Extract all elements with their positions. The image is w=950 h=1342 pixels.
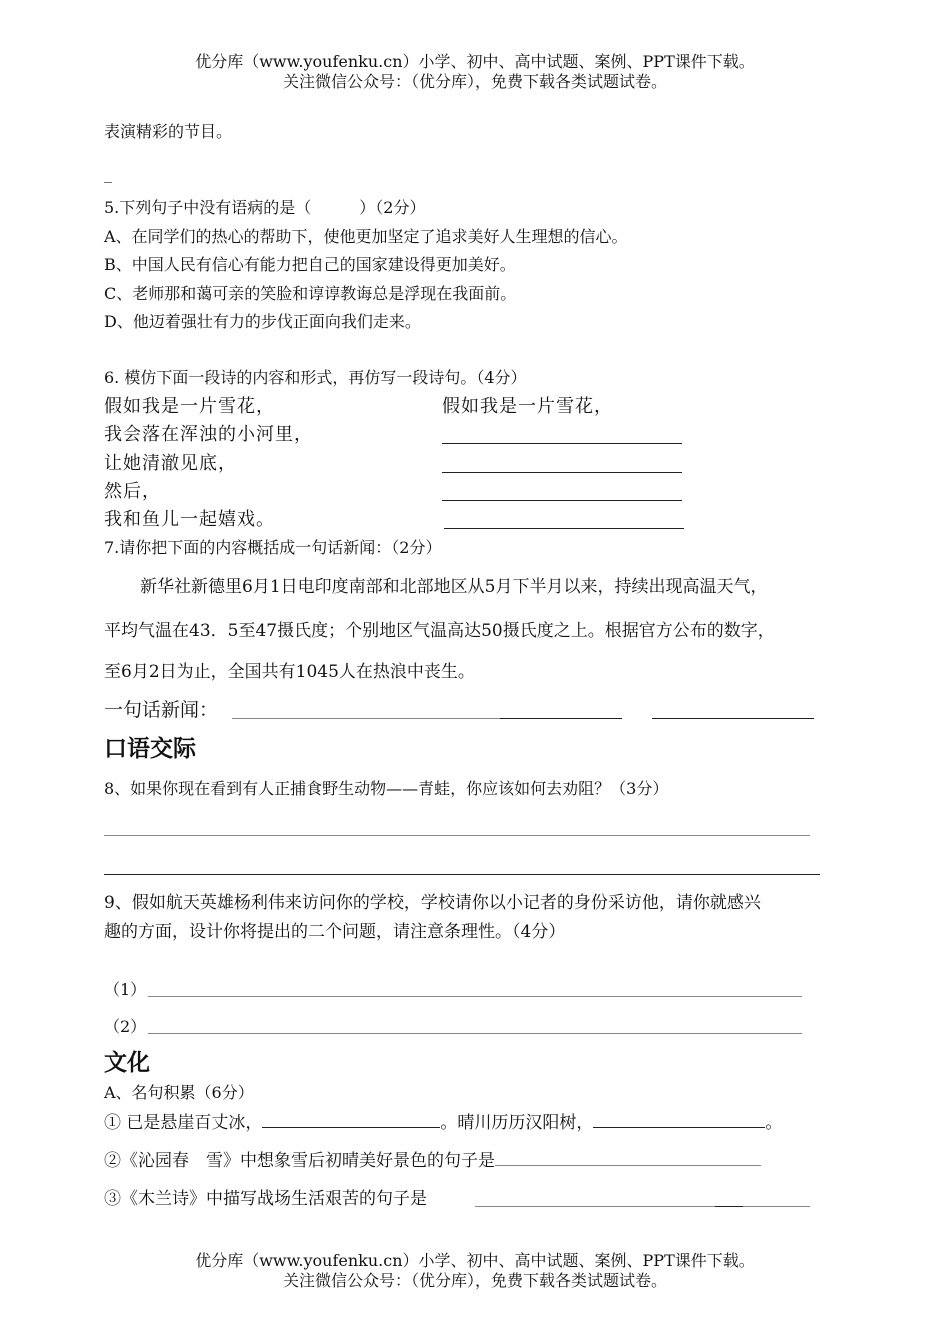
header-line-2: 关注微信公众号：（优分库），免费下载各类试题试卷。 [282, 72, 667, 91]
q5-title: 5.下列句子中没有语病的是（ ）（2分） [104, 198, 426, 217]
q5-option-c: C、老师那和蔼可亲的笑脸和谆谆教诲总是浮现在我面前。 [104, 284, 517, 303]
qa-line-1-part-c: 。 [765, 1113, 783, 1133]
qa-line-1-part-b: 。晴川历历汉阳树， [440, 1113, 594, 1133]
qa-title: A、名句积累（6分） [104, 1083, 254, 1102]
qa-blank-1[interactable] [262, 1113, 440, 1128]
q9-title-line-1: 9、假如航天英雄杨利伟来访问你的学校，学校请你以小记者的身份采访他，请你就感兴 [104, 893, 761, 913]
q8-title: 8、如果你现在看到有人正捕食野生动物——青蛙，你应该如何去劝阻？（3分） [104, 779, 669, 798]
qa-line-3 [104, 1187, 427, 1211]
imitation-blank-3[interactable] [442, 500, 682, 501]
qa-line-1 [104, 1111, 782, 1135]
qa-blank-4c[interactable] [743, 1206, 810, 1207]
qa-line-2 [104, 1149, 761, 1173]
q8-answer-line-2[interactable] [104, 874, 820, 875]
poem-line-4: 然后， [104, 481, 161, 502]
q9-item-1-label: （1） [104, 980, 147, 999]
q5-option-d: D、他迈着强壮有力的步伐正面向我们走来。 [104, 312, 421, 331]
imitation-blank-2[interactable] [442, 472, 682, 473]
q7-answer-label: 一句话新闻： [104, 699, 219, 721]
q7-answer-blank-b[interactable] [500, 718, 622, 719]
footer-line-1: 优分库（www.youfenku.cn）小学、初中、高中试题、案例、PPT课件下载。 [195, 1251, 755, 1270]
q5-option-b: B、中国人民有信心有能力把自己的国家建设得更加美好。 [104, 255, 516, 274]
poem-line-3: 让她清澈见底， [104, 453, 237, 474]
qa-blank-2[interactable] [593, 1113, 765, 1128]
qa-line-2-text: ②《沁园春 雪》中想象雪后初晴美好景色的句子是 [104, 1151, 495, 1171]
q7-title: 7.请你把下面的内容概括成一句话新闻：（2分） [104, 538, 442, 557]
imitation-blank-4[interactable] [444, 528, 684, 529]
qa-blank-4a[interactable] [475, 1206, 715, 1207]
imitation-first-line: 假如我是一片雪花， [442, 396, 613, 417]
q9-item-2-blank[interactable] [148, 1033, 802, 1034]
q7-para-line-1: 新华社新德里6月1日电印度南部和北部地区从5月下半月以来，持续出现高温天气， [140, 577, 768, 597]
q9-item-2-label: （2） [104, 1017, 147, 1036]
q5-option-a: A、在同学们的热心的帮助下，使他更加坚定了追求美好人生理想的信心。 [104, 227, 628, 246]
poem-line-1: 假如我是一片雪花， [104, 396, 275, 417]
q7-answer-blank-a[interactable] [232, 718, 500, 719]
intro-dash: _ [104, 164, 112, 183]
poem-line-2: 我会落在浑浊的小河里， [104, 424, 313, 445]
qa-line-1-part-a: ① 已是悬崖百丈冰， [104, 1113, 263, 1133]
qa-blank-4b[interactable] [715, 1206, 743, 1207]
q7-para-line-3: 至6月2日为止，全国共有1045人在热浪中丧生。 [104, 662, 475, 682]
footer-line-2: 关注微信公众号：（优分库），免费下载各类试题试卷。 [282, 1271, 667, 1290]
qa-blank-3[interactable] [495, 1151, 761, 1166]
q9-title-line-2: 趣的方面，设计你将提出的二个问题，请注意条理性。（4分） [104, 922, 566, 942]
imitation-blank-1[interactable] [442, 443, 682, 444]
q7-answer-blank-c[interactable] [652, 718, 814, 719]
section-oral-title: 口语交际 [104, 736, 196, 762]
qa-line-3-text: ③《木兰诗》中描写战场生活艰苦的句子是 [104, 1189, 427, 1209]
q9-item-1-blank[interactable] [148, 996, 802, 997]
q8-answer-line-1[interactable] [104, 835, 810, 836]
q6-title: 6. 模仿下面一段诗的内容和形式，再仿写一段诗句。（4分） [104, 368, 527, 387]
header-line-1: 优分库（www.youfenku.cn）小学、初中、高中试题、案例、PPT课件下载。 [195, 52, 755, 71]
poem-line-5: 我和鱼儿一起嬉戏。 [104, 509, 275, 530]
q7-para-line-2: 平均气温在43．5至47摄氏度；个别地区气温高达50摄氏度之上。根据官方公布的数字， [104, 621, 775, 641]
section-culture-title: 文化 [104, 1050, 150, 1076]
intro-text: 表演精彩的节目。 [104, 122, 233, 141]
